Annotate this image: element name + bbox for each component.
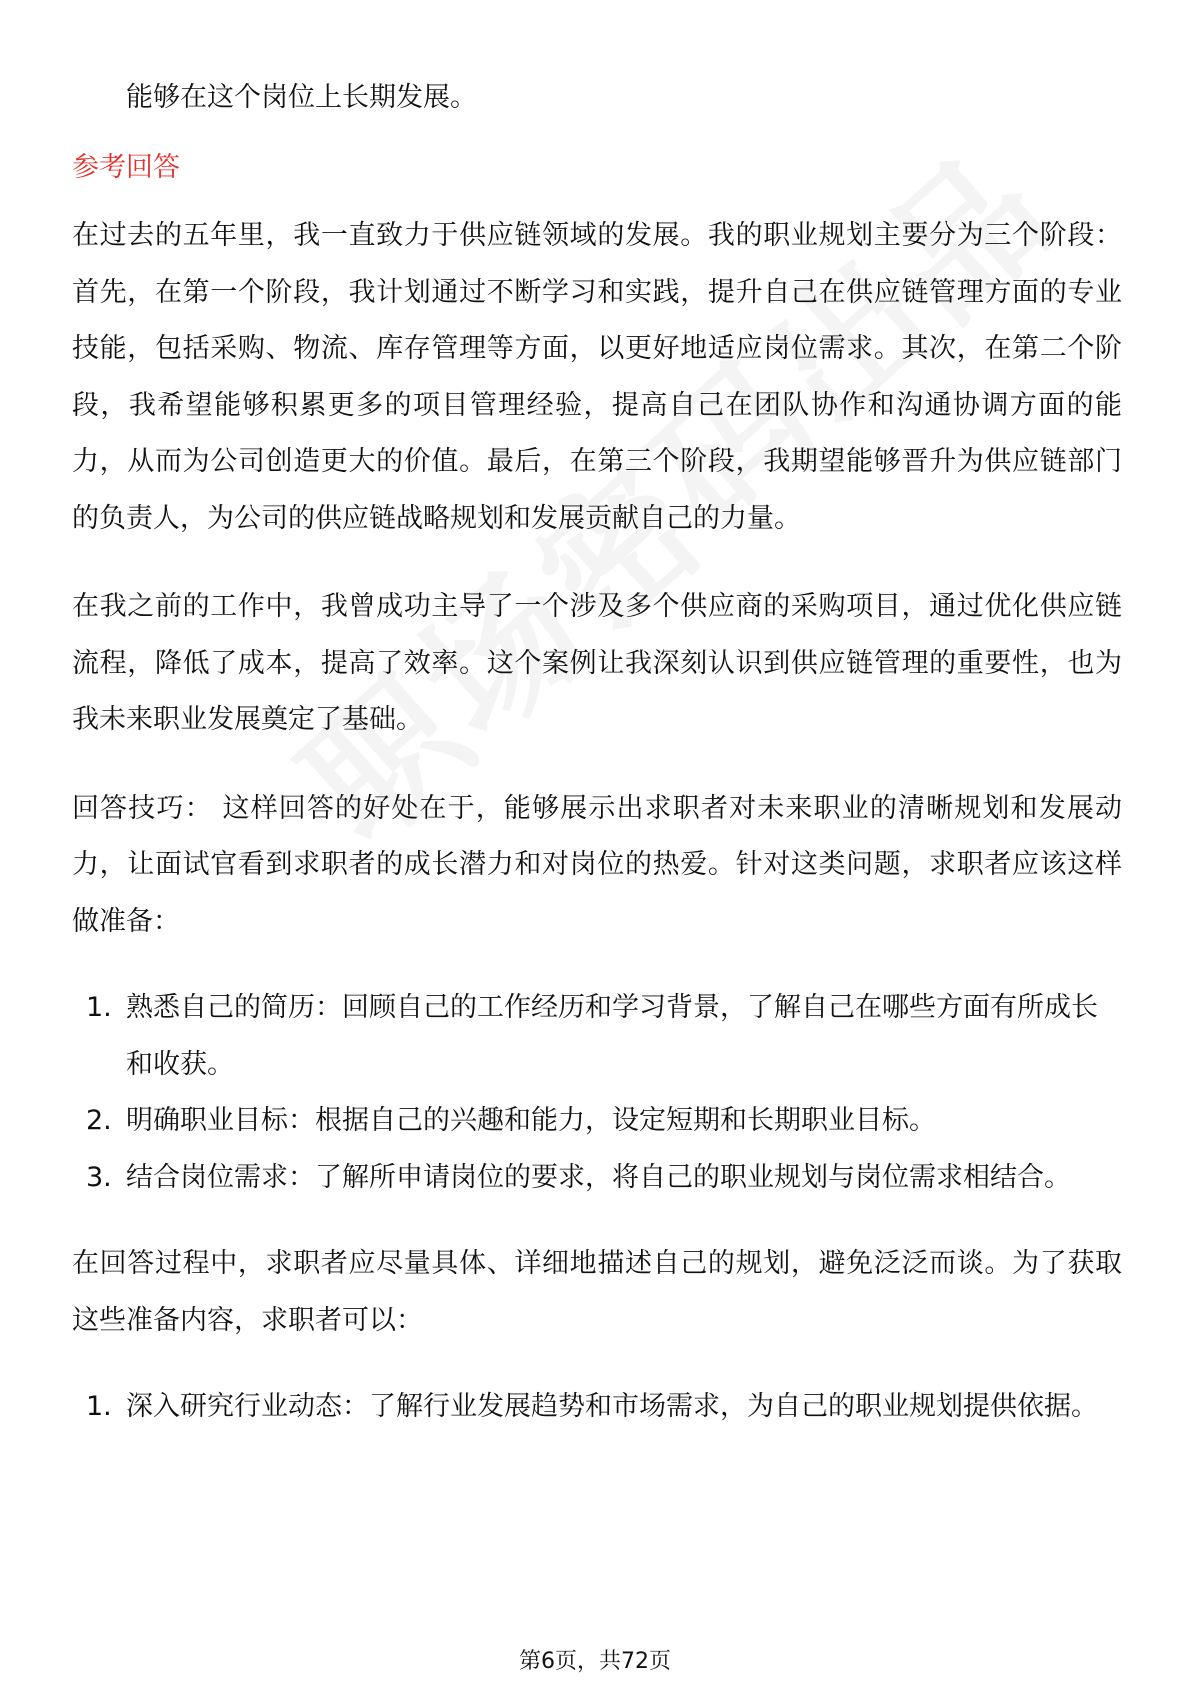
- list-item-number: 2.: [86, 1105, 112, 1136]
- answer-paragraph-1: 在过去的五年里，我一直致力于供应链领域的发展。我的职业规划主要分为三个阶段：首先，在第一个阶段，我计划通过不断学习和实践，提升自己在供应链管理方面的专业技能，包括采购、物流、库存管理等方面，以更好地适应岗位需求。其次，在第二个阶段，我希望能够积累更多的项目管理经验，提高自己在团队协作和沟通协调方面的能力，从而为公司创造更大的价值。最后，在第三个阶段，我期望能够晋升为供应链部门的负责人，为公司的供应链战略规划和发展贡献自己的力量。: [72, 220, 1122, 534]
- list-item: [72, 980, 1122, 1093]
- list-item-number: 1.: [86, 1391, 112, 1422]
- page-content: [72, 70, 1122, 1436]
- list-item-number: 3.: [86, 1161, 112, 1193]
- list-item-text: 深入研究行业动态：了解行业发展趋势和市场需求，为自己的职业规划提供依据。: [126, 1391, 1098, 1422]
- list-item: [72, 1379, 1122, 1436]
- page-number-footer: 第6页，共72页: [519, 1649, 671, 1674]
- answer-paragraph-2: 在我之前的工作中，我曾成功主导了一个涉及多个供应商的采购项目，通过优化供应链流程，降低了成本，提高了效率。这个案例让我深刻认识到供应链管理的重要性，也为我未来职业发展奠定了基础。: [72, 591, 1122, 735]
- intro-line: 能够在这个岗位上长期发展。: [126, 82, 477, 113]
- list-item-text: 结合岗位需求：了解所申请岗位的要求，将自己的职业规划与岗位需求相结合。: [126, 1161, 1071, 1193]
- tips-paragraph: 回答技巧： 这样回答的好处在于，能够展示出求职者对未来职业的清晰规划和发展动力，让面试官看到求职者的成长潜力和对岗位的热爱。针对这类问题，求职者应该这样做准备：: [72, 792, 1122, 937]
- closing-paragraph: 在回答过程中，求职者应尽量具体、详细地描述自己的规划，避免泛泛而谈。为了获取这些准备内容，求职者可以：: [72, 1248, 1122, 1336]
- list-item-text: 明确职业目标：根据自己的兴趣和能力，设定短期和长期职业目标。: [126, 1105, 936, 1136]
- list-item-number: 1.: [86, 992, 112, 1023]
- list-item-text: 熟悉自己的简历：回顾自己的工作经历和学习背景，了解自己在哪些方面有所成长和收获。: [126, 992, 1098, 1080]
- section-heading: 参考回答: [72, 152, 180, 183]
- list-item: [72, 1150, 1122, 1207]
- list-item: [72, 1093, 1122, 1150]
- preparation-list: [72, 980, 1122, 1206]
- research-list: [72, 1379, 1122, 1436]
